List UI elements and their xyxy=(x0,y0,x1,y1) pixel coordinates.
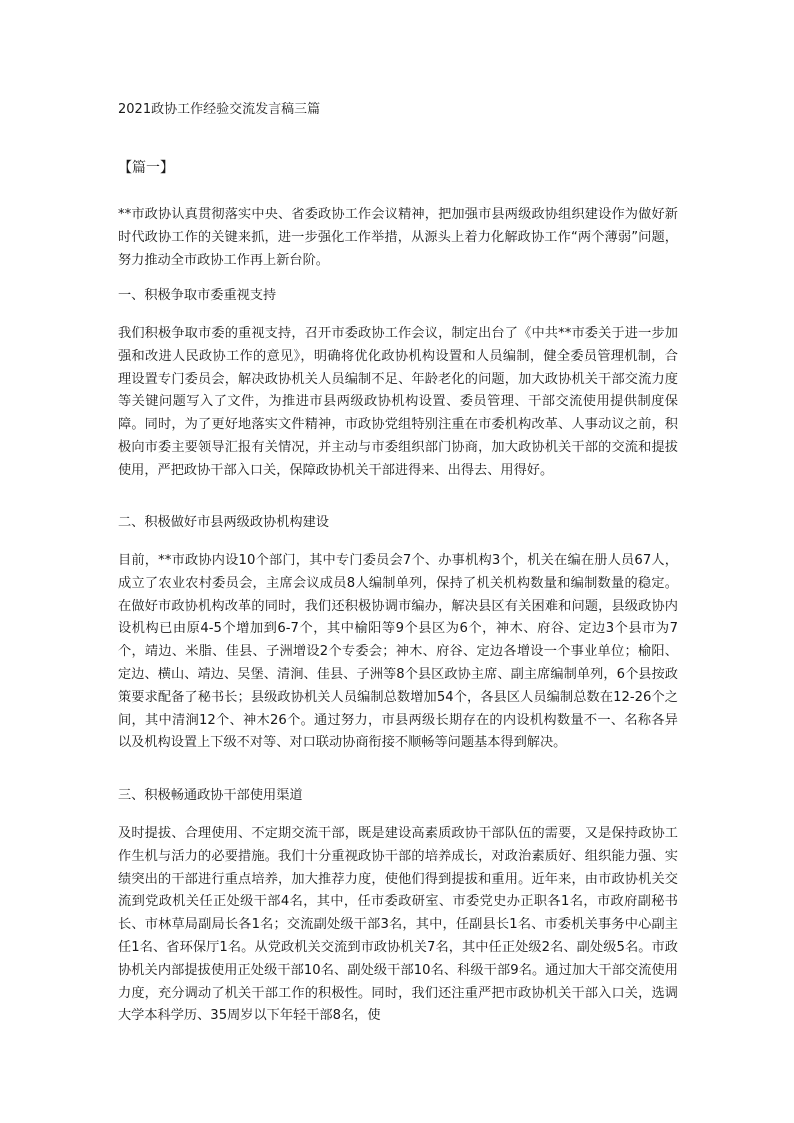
section-heading-1: 一、积极争取市委重视支持 xyxy=(118,288,277,303)
section-body-1: 我们积极争取市委的重视支持，召开市委政协工作会议，制定出台了《中共**市委关于进一步加强和改进人民政协工作的意见》，明确将优化政协机构设置和人员编制，健全委员管理机制，合理设置专门委员会，解决政协机关人员编制不足、年龄老化的问题，加大政协机关干部交流力度等关键问题写入了文件，为推进市县两级政协机构设置、委员管理、干部交流使用提供制度保障。同时，为了更好地落实文件精神，市政协党组特别注重在市委机构改革、人事动议之前，积极向市委主要领导汇报有关情况，并主动与市委组织部门协商，加大政协机关干部的交流和提拔使用，严把政协干部入口关，保障政协机关干部进得来、出得去、用得好。 xyxy=(118,326,678,478)
intro-paragraph: **市政协认真贯彻落实中央、省委政协工作会议精神，把加强市县两级政协组织建设作为做好新时代政协工作的关键来抓，进一步强化工作举措，从源头上着力化解政协工作“两个薄弱”问题，努力推动全市政协工作再上新台阶。 xyxy=(118,207,678,268)
section-heading-2: 二、积极做好市县两级政协机构建设 xyxy=(118,515,329,530)
section-body-3: 及时提拔、合理使用、不定期交流干部，既是建设高素质政协干部队伍的需要，又是保持政协工作生机与活力的必要措施。我们十分重视政协干部的培养成长，对政治素质好、组织能力强、实绩突出的干部进行重点培养，加大推荐力度，使他们得到提拔和重用。近年来，由市政协机关交流到党政机关任正处级干部4名，其中，任市委政研室、市委党史办正职各1名，市政府副秘书长、市林草局副局长各1名；交流副处级干部3名，其中，任副县长1名、市委机关事务中心副主任1名、省环保厅1名。从党政机关交流到市政协机关7名，其中任正处级2名、副处级5名。市政协机关内部提拔使用正处级干部10名、副处级干部10名、科级干部9名。通过加大干部交流使用力度，充分调动了机关干部工作的积极性。同时，我们还注重严把市政协机关干部入口关，选调大学本科学历、35周岁以下年轻干部8名，使 xyxy=(118,826,678,1024)
section-heading-3: 三、积极畅通政协干部使用渠道 xyxy=(118,788,303,803)
document-title: 2021政协工作经验交流发言稿三篇 xyxy=(118,102,321,117)
part-heading: 【篇一】 xyxy=(118,160,174,176)
section-body-2: 目前，**市政协内设10个部门，其中专门委员会7个、办事机构3个，机关在编在册人员67人，成立了农业农村委员会，主席会议成员8人编制单列，保持了机关机构数量和编制数量的稳定。在做好市政协机构改革的同时，我们还积极协调市编办，解决县区有关困难和问题，县级政协内设机构已由原4-5个增加到6-7个，其中榆阳等9个县区为6个，神木、府谷、定边3个县市为7个，靖边、米脂、佳县、子洲增设2个专委会；神木、府谷、定边各增设一个事业单位；榆阳、定边、横山、靖边、吴堡、清涧、佳县、子洲等8个县区政协主席、副主席编制单列，6个县按政策要求配备了秘书长；县级政协机关人员编制总数增加54个，各县区人员编制总数在12-26个之间，其中清涧12个、神木26个。通过努力，市县两级长期存在的内设机构数量不一、名称各异以及机构设置上下级不对等、对口联动协商衔接不顺畅等问题基本得到解决。 xyxy=(118,553,678,751)
